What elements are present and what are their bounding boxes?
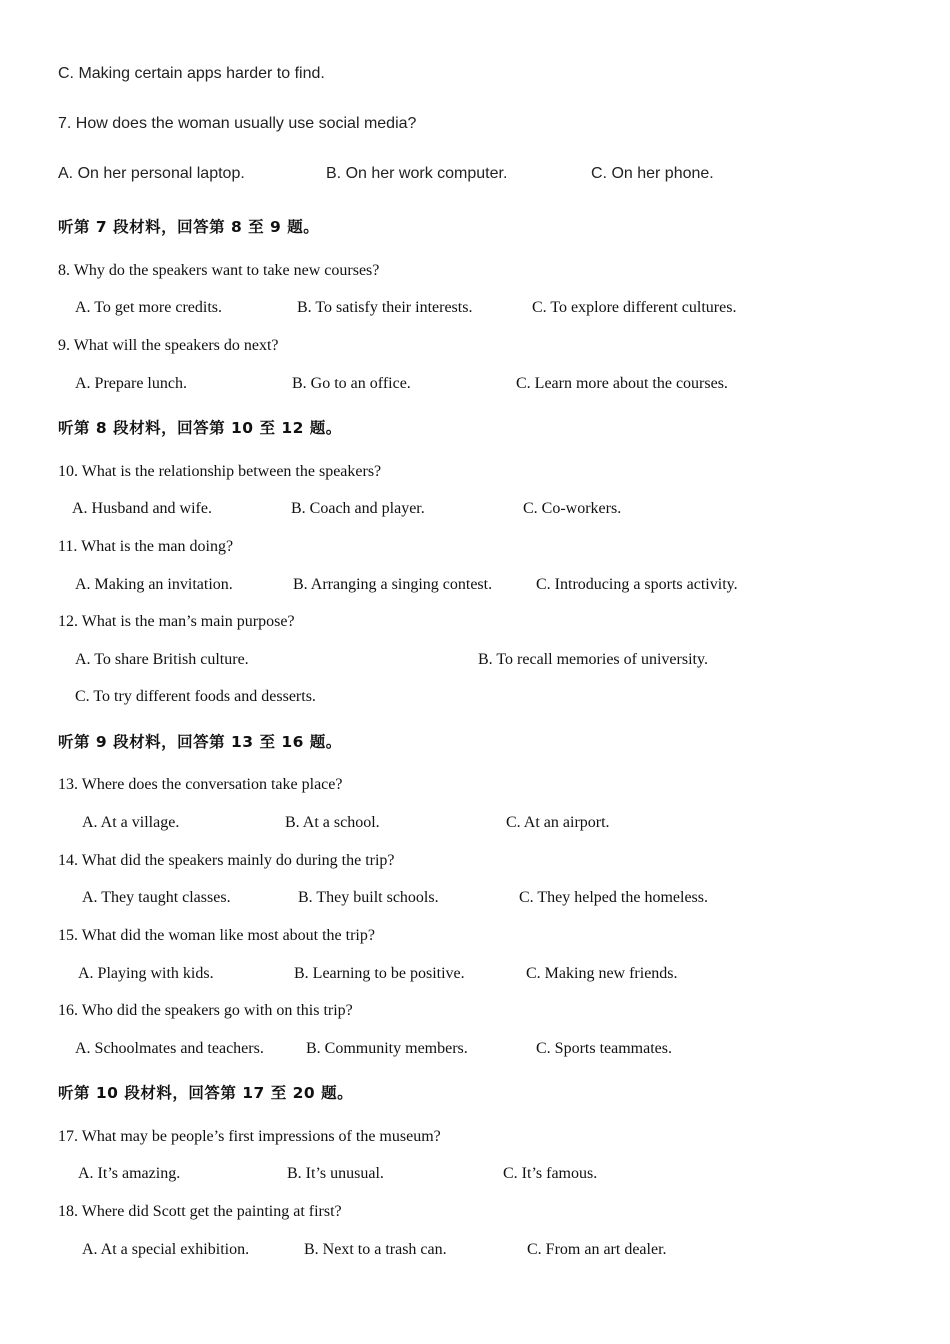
q13-option-a: A. At a village. [82, 814, 180, 831]
q11-option-c: C. Introducing a sports activity. [536, 576, 738, 593]
q9-option-b: B. Go to an office. [292, 375, 411, 392]
q16-option-b: B. Community members. [306, 1040, 468, 1057]
q14-option-c: C. They helped the homeless. [519, 889, 708, 906]
q10-question: 10. What is the relationship between the speakers? [58, 463, 382, 480]
q12-option-a: A. To share British culture. [75, 651, 249, 668]
q12-question: 12. What is the man’s main purpose? [58, 613, 295, 630]
section-header-10: 听第 10 段材料，回答第 17 至 20 题。 [58, 1084, 354, 1102]
q17-option-b: B. It’s unusual. [287, 1165, 384, 1182]
q8-option-c: C. To explore different cultures. [532, 299, 737, 316]
q13-question: 13. Where does the conversation take place? [58, 776, 343, 793]
q10-option-a: A. Husband and wife. [72, 500, 212, 517]
q8-option-a: A. To get more credits. [75, 299, 222, 316]
q18-option-b: B. Next to a trash can. [304, 1241, 447, 1258]
q12-option-c: C. To try different foods and desserts. [75, 688, 316, 705]
q17-option-c: C. It’s famous. [503, 1165, 598, 1182]
q16-question: 16. Who did the speakers go with on this trip? [58, 1002, 353, 1019]
section-header-9: 听第 9 段材料，回答第 13 至 16 题。 [58, 733, 342, 751]
q16-option-c: C. Sports teammates. [536, 1040, 672, 1057]
q18-option-a: A. At a special exhibition. [82, 1241, 250, 1258]
q9-option-c: C. Learn more about the courses. [516, 375, 728, 392]
q11-option-b: B. Arranging a singing contest. [293, 576, 493, 593]
q9-option-a: A. Prepare lunch. [75, 375, 187, 392]
q7-option-b: B. On her work computer. [326, 165, 508, 182]
q17-question: 17. What may be people’s first impressions of the museum? [58, 1128, 441, 1145]
q16-option-a: A. Schoolmates and teachers. [75, 1040, 264, 1057]
section-header-8: 听第 8 段材料，回答第 10 至 12 题。 [58, 419, 342, 437]
section-header-7: 听第 7 段材料，回答第 8 至 9 题。 [58, 218, 320, 236]
q6-option-c: C. Making certain apps harder to find. [58, 65, 325, 82]
q15-question: 15. What did the woman like most about the trip? [58, 927, 375, 944]
q18-option-c: C. From an art dealer. [527, 1241, 667, 1258]
q9-question: 9. What will the speakers do next? [58, 337, 279, 354]
q10-option-c: C. Co-workers. [523, 500, 622, 517]
q15-option-b: B. Learning to be positive. [294, 965, 465, 982]
q13-option-c: C. At an airport. [506, 814, 610, 831]
q17-option-a: A. It’s amazing. [78, 1165, 181, 1182]
q8-question: 8. Why do the speakers want to take new courses? [58, 262, 380, 279]
q15-option-a: A. Playing with kids. [78, 965, 214, 982]
q14-question: 14. What did the speakers mainly do during the trip? [58, 852, 395, 869]
q14-option-a: A. They taught classes. [82, 889, 231, 906]
q13-option-b: B. At a school. [285, 814, 380, 831]
q7-option-c: C. On her phone. [591, 165, 714, 182]
q18-question: 18. Where did Scott get the painting at first? [58, 1203, 342, 1220]
q15-option-c: C. Making new friends. [526, 965, 678, 982]
q10-option-b: B. Coach and player. [291, 500, 425, 517]
q7-option-a: A. On her personal laptop. [58, 165, 245, 182]
q14-option-b: B. They built schools. [298, 889, 439, 906]
q12-option-b: B. To recall memories of university. [478, 651, 708, 668]
q8-option-b: B. To satisfy their interests. [297, 299, 473, 316]
q11-option-a: A. Making an invitation. [75, 576, 233, 593]
q11-question: 11. What is the man doing? [58, 538, 234, 555]
q7-question: 7. How does the woman usually use social media? [58, 115, 417, 132]
